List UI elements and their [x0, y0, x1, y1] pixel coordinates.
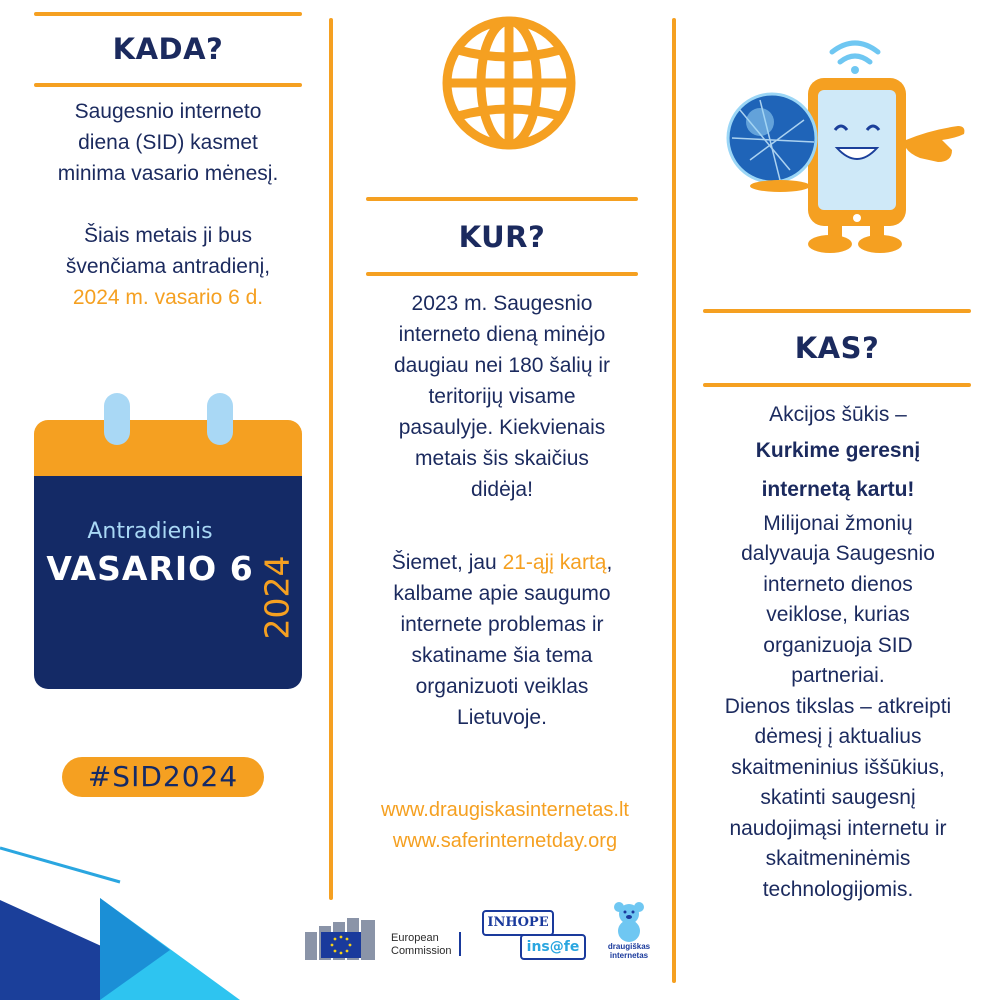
draugiskas-text — [598, 942, 660, 960]
kur-line: Lietuvoje. — [457, 706, 547, 729]
tablet-mascot-illustration — [720, 30, 975, 260]
kur-line: organizuoti veiklas — [415, 675, 589, 698]
draugiskas-line2: internetas — [609, 951, 649, 960]
ec-line1: European — [391, 932, 439, 944]
kur-line: interneto dieną minėjo — [398, 323, 606, 346]
kas-line: dalyvauja Saugesnio — [741, 542, 935, 565]
globe-icon — [438, 12, 580, 154]
kas-slogan-line: internetą kartu! — [761, 477, 915, 501]
kas-line: Milijonai žmonių — [763, 511, 913, 535]
kada-line: minima vasario mėnesį. — [57, 162, 279, 185]
kas-line: partneriai. — [791, 664, 885, 687]
kur-text — [346, 288, 658, 505]
calendar-ring-left — [104, 393, 130, 445]
ec-line2: Commission — [391, 945, 452, 957]
kada-line: švenčiama antradienį, — [65, 255, 271, 278]
kas-line: veiklose, kurias — [766, 603, 910, 626]
kur-p2-before: Šiemet, jau — [391, 551, 503, 574]
kas-line: skaitmeninėmis — [765, 847, 911, 870]
calendar-ring-right — [207, 393, 233, 445]
kur-line: 2023 m. Saugesnio — [411, 292, 593, 315]
kur-bottom-line — [366, 272, 638, 276]
kada-line: Saugesnio interneto — [74, 100, 262, 123]
hashtag-badge: #SID2024 — [62, 757, 264, 797]
kas-slogan-line: Kurkime geresnį — [755, 438, 921, 462]
insafe-logo: ins@fe — [520, 934, 586, 960]
inhope-logo: INHOPE — [482, 910, 554, 936]
ec-text — [391, 932, 452, 958]
kas-line: skaitmeninius iššūkius, — [731, 755, 945, 779]
corner-decoration — [0, 840, 240, 1000]
kas-intro: Akcijos šūkis – — [769, 403, 907, 426]
kur-line: didėja! — [471, 478, 533, 501]
kur-p2-after: , — [606, 551, 613, 574]
kur-anniversary-highlight: 21-ąjį kartą — [502, 551, 607, 574]
kas-line: interneto dienos — [763, 572, 913, 596]
kas-text — [688, 400, 988, 905]
calendar-year: 2024 — [257, 555, 297, 640]
kur-heading: KUR? — [458, 220, 546, 254]
european-commission-logo — [305, 918, 465, 962]
divider-right — [672, 18, 676, 983]
kur-top-line — [366, 197, 638, 201]
kas-line: Dienos tikslas – atkreipti — [724, 694, 952, 718]
kada-date-highlight: 2024 m. vasario 6 d. — [72, 286, 264, 309]
calendar-header — [34, 420, 302, 478]
kur-text-2 — [346, 547, 658, 733]
link-draugiskasinternetas[interactable]: www.draugiskasinternetas.lt — [381, 799, 629, 821]
kas-top-line — [703, 309, 971, 313]
calendar-date: VASARIO 6 — [46, 549, 254, 588]
kada-heading: KADA? — [112, 32, 224, 66]
kas-line: naudojimąsi internetu ir — [729, 816, 947, 840]
kur-line: pasaulyje. Kiekvienais — [398, 416, 606, 439]
kada-line: diena (SID) kasmet — [78, 131, 258, 154]
kas-line: technologijomis. — [762, 877, 914, 901]
kur-links — [340, 795, 670, 857]
kada-top-line — [34, 12, 302, 16]
kada-bottom-line — [34, 83, 302, 87]
divider-left — [329, 18, 333, 900]
kur-line: metais šis skaičius — [415, 447, 589, 470]
calendar-weekday: Antradienis — [87, 519, 213, 544]
kur-line-highlight-row — [346, 547, 658, 578]
ec-building-icon — [305, 918, 385, 962]
kur-line: internete problemas ir — [400, 613, 604, 636]
kas-heading: KAS? — [794, 331, 880, 365]
kada-line: Šiais metais ji bus — [83, 224, 253, 247]
kas-line: organizuoja SID — [763, 633, 913, 657]
kada-text — [22, 96, 314, 313]
kur-line: skatiname šia tema — [411, 644, 593, 667]
kur-line: daugiau nei 180 šalių ir — [394, 354, 610, 377]
kur-line: kalbame apie saugumo — [393, 582, 611, 605]
bear-icon — [612, 900, 646, 942]
draugiskas-internetas-logo — [604, 900, 654, 966]
kas-bottom-line — [703, 383, 971, 387]
kas-line: dėmesį į aktualius — [754, 725, 922, 748]
kada-line — [22, 189, 314, 220]
kur-line: teritorijų visame — [428, 385, 576, 408]
kas-line: skatinti saugesnį — [760, 786, 916, 809]
link-saferinternetday[interactable]: www.saferinternetday.org — [392, 830, 618, 852]
draugiskas-line1: draugiškas — [607, 942, 651, 951]
ec-divider — [459, 932, 461, 956]
